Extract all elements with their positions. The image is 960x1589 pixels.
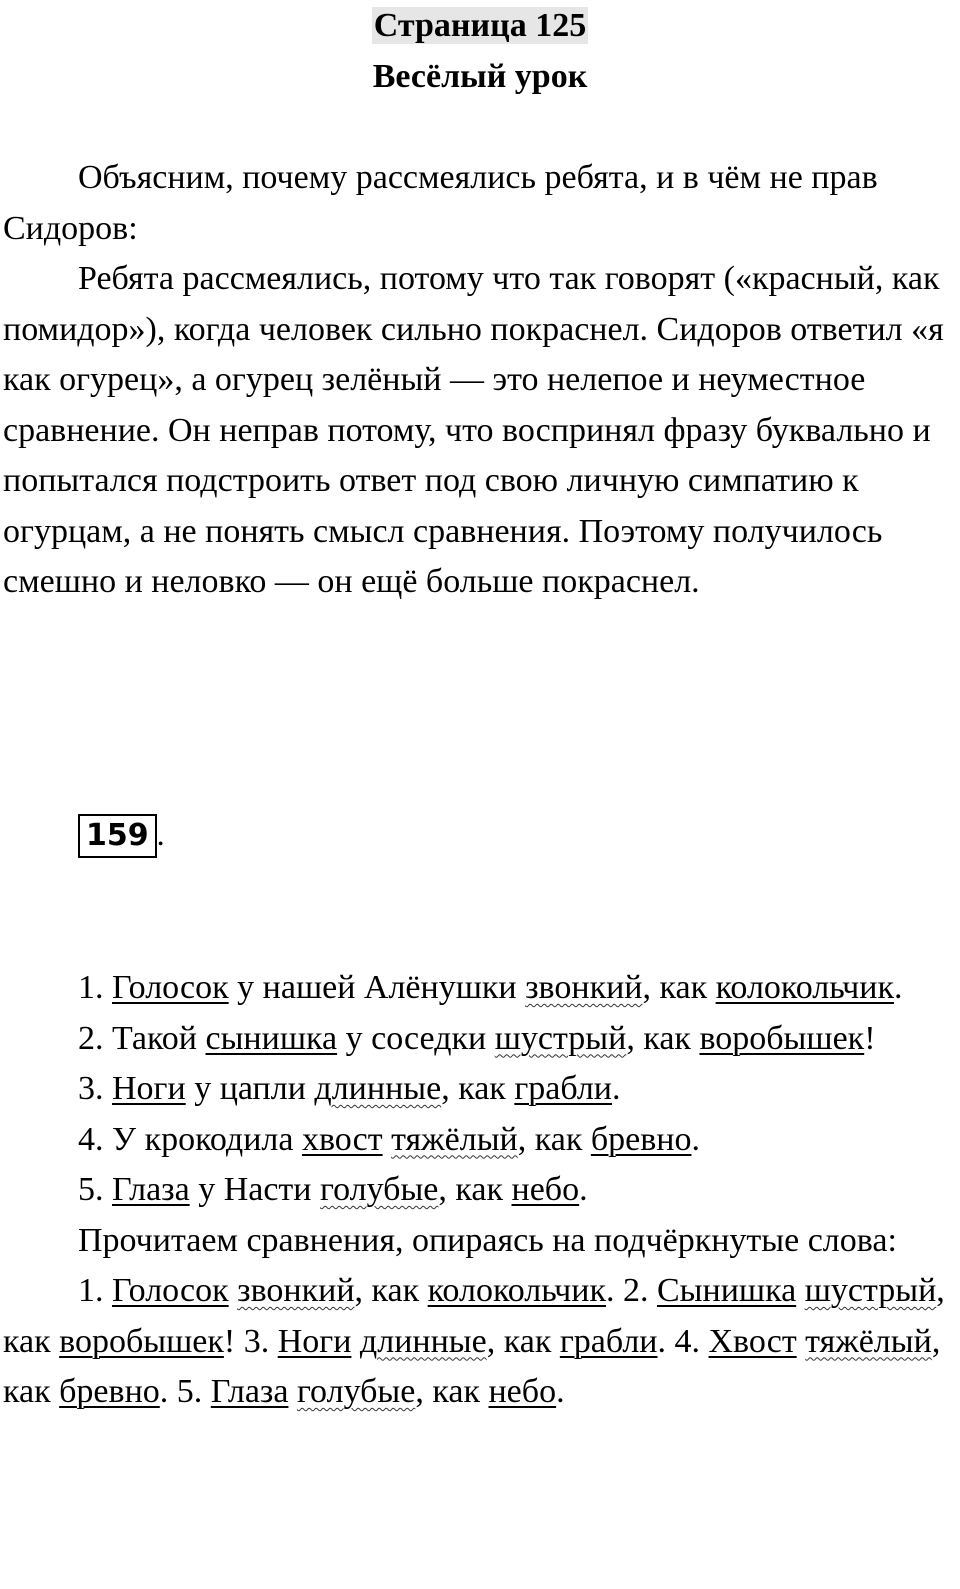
sentence-text: , как xyxy=(626,1019,700,1057)
sentence-text: 1. xyxy=(78,969,112,1006)
sentence-4 xyxy=(3,1115,948,1166)
sentence-text: . xyxy=(611,1070,621,1107)
exercise-text xyxy=(3,963,948,1418)
exercise-number-dot: . xyxy=(156,816,165,852)
subject-word: Ноги xyxy=(112,1070,186,1107)
exercise-number xyxy=(78,814,165,858)
comparison-word: небо xyxy=(511,1171,580,1208)
sentence-2 xyxy=(3,1014,948,1065)
reading-comparisons xyxy=(3,1266,948,1418)
predicate-word: голубые xyxy=(319,1171,439,1208)
sentence-3 xyxy=(3,1064,948,1115)
reading-text: . 2. xyxy=(606,1272,657,1309)
subject-word: хвост xyxy=(301,1120,383,1158)
comparison-word: небо xyxy=(488,1373,557,1410)
subject-word: Глаза xyxy=(112,1171,190,1208)
reading-text xyxy=(351,1323,360,1360)
sentence-text: 5. xyxy=(78,1171,112,1208)
reading-text: , как xyxy=(486,1322,560,1360)
predicate-word: звонкий xyxy=(237,1272,355,1309)
reading-text: . 5. xyxy=(159,1373,211,1410)
comparison-word: воробышек xyxy=(59,1322,224,1360)
subject-word: Сынишка xyxy=(657,1272,797,1309)
sentence-text: у Насти xyxy=(189,1171,320,1208)
reading-text: ! 3. xyxy=(223,1322,278,1360)
reading-text: . 4. xyxy=(657,1322,709,1360)
subject-word: Ноги xyxy=(277,1322,352,1360)
page-title-text: Страница 125 xyxy=(373,7,587,44)
sentence-text: у нашей Алёнушки xyxy=(228,969,526,1006)
sentence-text: 4. У крокодила xyxy=(78,1120,302,1158)
intro-paragraph-1: Объясним, почему рассмеялись ребята, и в чём не прав Сидоров: xyxy=(3,159,878,247)
subject-word: Хвост xyxy=(708,1322,797,1360)
sentence-text: ! xyxy=(864,1019,876,1057)
reading-text xyxy=(229,1272,238,1309)
comparison-word: колокольчик xyxy=(715,969,894,1006)
sentence-text: 3. xyxy=(78,1070,112,1107)
sentence-1 xyxy=(3,963,948,1014)
reading-text: . xyxy=(556,1373,565,1410)
comparison-word: грабли xyxy=(514,1070,612,1107)
sentence-text: . xyxy=(893,969,903,1006)
comparison-word: бревно xyxy=(590,1120,692,1158)
sentence-text: , как xyxy=(517,1120,591,1158)
predicate-word: тяжёлый xyxy=(805,1322,932,1360)
sentence-text: 2. Такой xyxy=(78,1019,206,1057)
sentence-text: , как xyxy=(441,1070,515,1107)
sentence-text: у соседки xyxy=(337,1019,495,1057)
sentence-text: у цапли xyxy=(185,1070,315,1107)
predicate-word: звонкий xyxy=(525,969,643,1006)
reading-text: 1. xyxy=(78,1272,112,1309)
intro-paragraph-2: Ребята рассмеялись, потому что так говорят («красный, как помидор»), когда человек сильно покраснел. Сидоров ответил «я как огурец», а огурец зелёный — это нелепое и неуместное сравнение. Он неправ потому, что воспринял фразу буквально и попытался подстроить ответ под свою личную симпатию к огурцам, а не понять смысл сравнения. Поэтому получилось смешно и неловко — он ещё больше покраснел. xyxy=(3,260,944,600)
reading-intro: Прочитаем сравнения, опираясь на подчёркнутые слова: xyxy=(78,1221,897,1259)
sentence-text: , как xyxy=(438,1171,512,1208)
predicate-word: длинные xyxy=(314,1070,442,1107)
reading-text: , как xyxy=(354,1272,428,1309)
sentence-text: . xyxy=(579,1171,588,1208)
subject-word: Голосок xyxy=(112,969,229,1006)
reading-text xyxy=(797,1323,806,1360)
exercise-number-box: 159 xyxy=(78,814,157,858)
reading-text: , как xyxy=(3,1272,945,1360)
reading-text: , как xyxy=(415,1373,489,1410)
comparison-word: воробышек xyxy=(699,1019,865,1057)
predicate-word: голубые xyxy=(296,1373,416,1410)
predicate-word: шустрый xyxy=(804,1272,937,1309)
reading-text xyxy=(288,1373,297,1410)
sentence-text: . xyxy=(691,1120,700,1158)
page-title xyxy=(0,2,960,50)
reading-text xyxy=(796,1272,805,1309)
comparison-word: колокольчик xyxy=(427,1272,606,1309)
comparison-word: грабли xyxy=(559,1322,658,1360)
lesson-title: Весёлый урок xyxy=(372,58,588,95)
predicate-word: тяжёлый xyxy=(391,1120,518,1158)
sentence-text: , как xyxy=(642,969,716,1006)
subject-word: сынишка xyxy=(205,1019,338,1057)
comparison-word: бревно xyxy=(59,1373,160,1410)
sentence-5 xyxy=(3,1165,948,1216)
predicate-word: длинные xyxy=(359,1322,487,1360)
intro-text xyxy=(3,153,948,608)
subject-word: Глаза xyxy=(210,1373,289,1410)
sentence-text xyxy=(383,1121,392,1158)
subject-word: Голосок xyxy=(112,1272,229,1309)
predicate-word: шустрый xyxy=(494,1019,627,1057)
reading-text: , как xyxy=(3,1322,941,1410)
